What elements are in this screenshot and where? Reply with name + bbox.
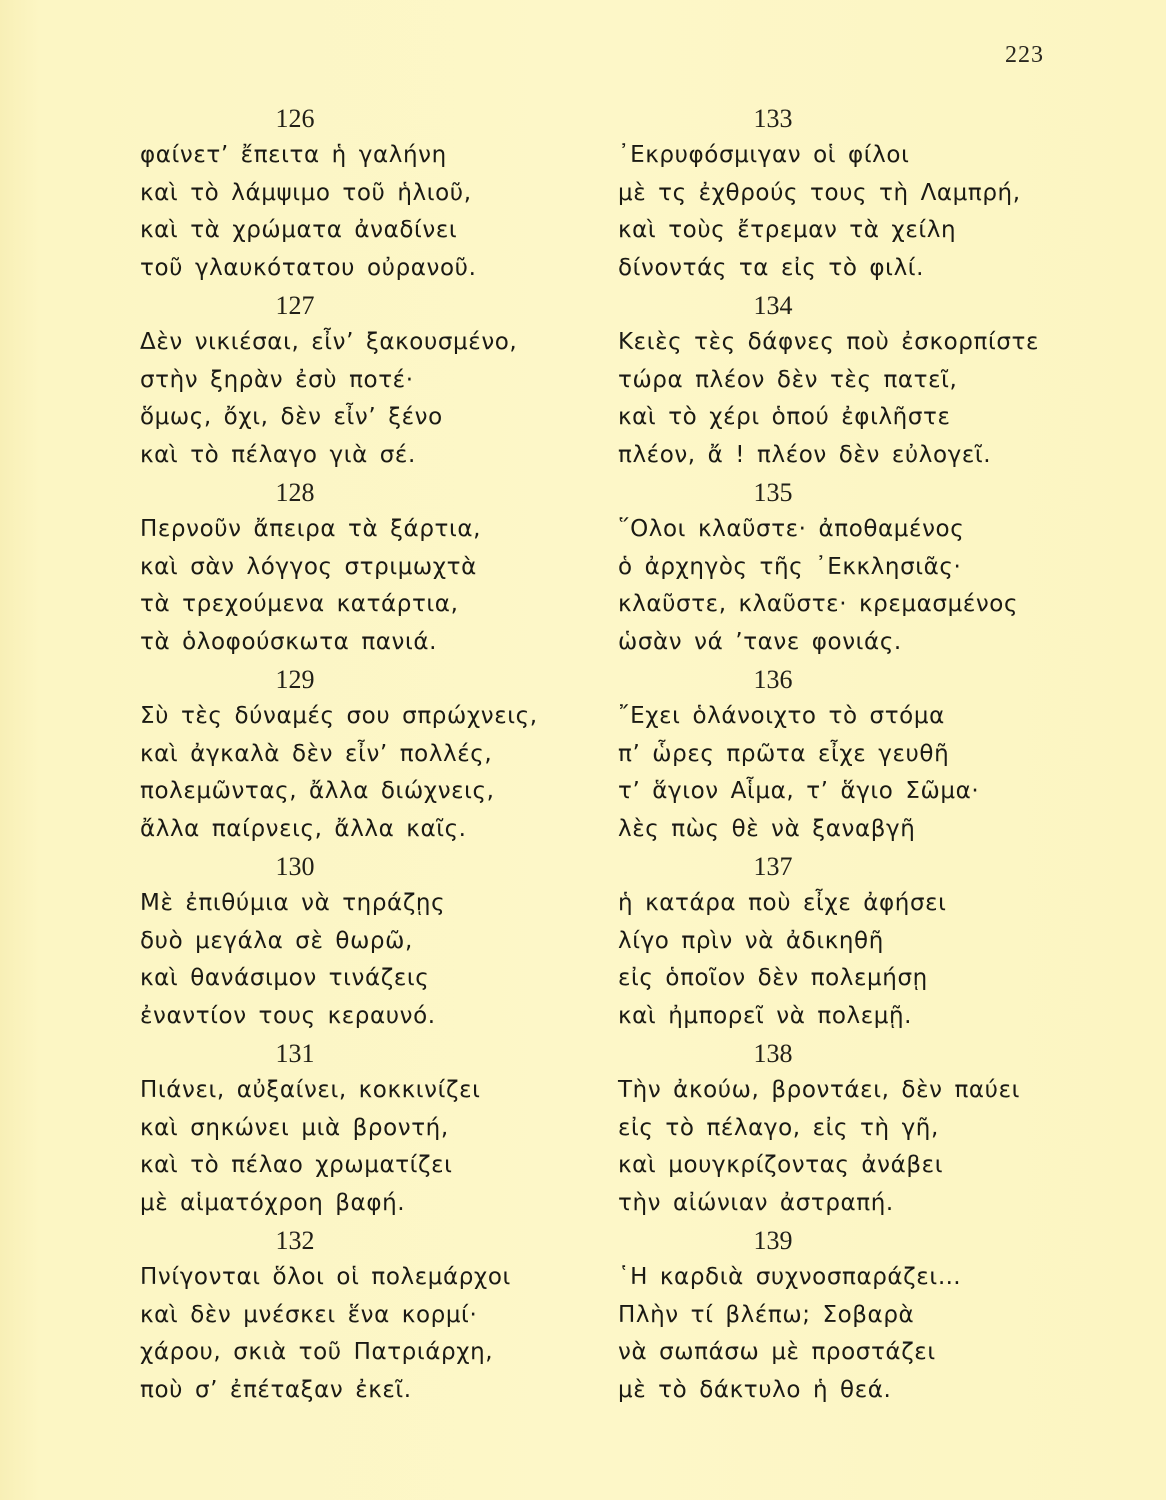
stanza [618, 661, 1058, 848]
verse-line: καὶ ἀγκαλὰ δὲν εἶν’ πολλές, [140, 740, 493, 767]
stanza-number: 136 [753, 665, 793, 694]
verse-line: Κειὲς τὲς δάφνες ποὺ ἐσκορπίστε [618, 329, 1039, 355]
verse-line: εἰς τὸ πέλαγο, εἰς τὴ γῆ, [618, 1114, 939, 1141]
verse-line: πολεμῶντας, ἄλλα διώχνεις, [140, 778, 495, 804]
verse-line: καὶ ἠμπορεῖ νὰ πολεμῇ. [618, 1002, 913, 1029]
stanza [140, 848, 580, 1035]
stanza-number: 128 [275, 478, 315, 507]
verse-line: καὶ τὰ χρώματα ἀναδίνει [140, 217, 458, 243]
verse-line: δίνοντάς τα εἰς τὸ φιλί. [618, 254, 925, 281]
verse-line: Πνίγονται ὅλοι οἱ πολεμάρχοι [140, 1264, 511, 1290]
verse-line: Δὲν νικιέσαι, εἶν’ ξακουσμένο, [140, 329, 518, 355]
stanza [618, 1035, 1058, 1222]
stanza [618, 287, 1058, 474]
stanza-number: 126 [275, 104, 315, 133]
stanza [140, 100, 580, 287]
stanza-number: 127 [275, 291, 315, 320]
verse-line: Τὴν ἀκούω, βροντάει, δὲν παύει [618, 1077, 1020, 1103]
stanza [140, 474, 580, 661]
verse-line: ἄλλα παίρνεις, ἄλλα καῖς. [140, 815, 467, 842]
verse-line: καὶ τὸ χέρι ὁπού ἐφιλῆστε [618, 404, 951, 430]
verse-line: μὲ αἱματόχροη βαφή. [140, 1189, 406, 1216]
verse-line: Περνοῦν ἄπειρα τὰ ξάρτια, [140, 516, 482, 542]
verse-line: καὶ θανάσιμον τινάζεις [140, 965, 430, 991]
verse-line: φαίνετ’ ἔπειτα ἡ γαλήνη [140, 142, 447, 168]
stanza-number: 134 [753, 291, 793, 320]
stanza-number: 131 [275, 1039, 315, 1068]
verse-line: καὶ τὸ πέλαο χρωματίζει [140, 1152, 453, 1178]
stanza-number: 135 [753, 478, 793, 507]
verse-line: ῞Ολοι κλαῦστε· ἀποθαμένος [618, 516, 965, 542]
verse-line: Πλὴν τί βλέπω; Σοβαρὰ [618, 1301, 915, 1328]
verse-line: δυὸ μεγάλα σὲ θωρῶ, [140, 927, 413, 954]
stanza-number: 130 [275, 852, 315, 881]
verse-line: ἐναντίον τους κεραυνό. [140, 1002, 436, 1029]
verse-line: Μὲ ἐπιθύμια νὰ τηράζῃς [140, 890, 446, 916]
verse-line: τὴν αἰώνιαν ἀστραπή. [618, 1189, 894, 1216]
verse-line: κλαῦστε, κλαῦστε· κρεμασμένος [618, 591, 1019, 617]
verse-line: στὴν ξηρὰν ἐσὺ ποτέ· [140, 366, 414, 393]
right-column [618, 100, 1058, 1409]
verse-line: Πιάνει, αὐξαίνει, κοκκινίζει [140, 1077, 481, 1103]
stanza [618, 848, 1058, 1035]
verse-line: ᾿Εκρυφόσμιγαν οἱ φίλοι [618, 142, 910, 168]
verse-line: ὅμως, ὄχι, δὲν εἶν’ ξένο [140, 404, 443, 430]
stanza-number: 132 [275, 1226, 315, 1255]
verse-line: ῾Η καρδιὰ συχνοσπαράζει… [618, 1264, 962, 1290]
verse-line: π’ ὧρες πρῶτα εἶχε γευθῆ [618, 740, 950, 767]
stanza-number: 133 [753, 104, 793, 133]
verse-line: νὰ σωπάσω μὲ προστάζει [618, 1339, 936, 1365]
verse-line: τώρα πλέον δὲν τὲς πατεῖ, [618, 366, 958, 393]
stanza-number: 139 [753, 1226, 793, 1255]
verse-line: Σὺ τὲς δύναμές σου σπρώχνεις, [140, 703, 538, 729]
verse-line: καὶ μουγκρίζοντας ἀνάβει [618, 1152, 944, 1178]
verse-line: μὲ τς ἐχθρούς τους τὴ Λαμπρή, [618, 179, 1021, 206]
verse-line: εἰς ὁποῖον δὲν πολεμήσῃ [618, 965, 928, 991]
stanza [140, 1222, 580, 1409]
stanza-number: 129 [275, 665, 315, 694]
verse-line: καὶ τοὺς ἔτρεμαν τὰ χείλη [618, 217, 957, 243]
verse-line: ποὺ σ’ ἐπέταξαν ἐκεῖ. [140, 1376, 412, 1403]
verse-line: πλέον, ἄ ! πλέον δὲν εὐλογεῖ. [618, 441, 992, 468]
verse-line: ὁ ἀρχηγὸς τῆς ᾿Εκκλησιᾶς· [618, 553, 962, 580]
stanza [618, 100, 1058, 287]
verse-line: λὲς πὼς θὲ νὰ ξαναβγῆ [618, 815, 916, 842]
verse-line: χάρου, σκιὰ τοῦ Πατριάρχη, [140, 1339, 494, 1365]
stanza-number: 137 [753, 852, 793, 881]
stanza [140, 661, 580, 848]
left-column [140, 100, 580, 1409]
verse-line: καὶ δὲν μνέσκει ἕνα κορμί· [140, 1301, 478, 1328]
verse-line: ῎Εχει ὁλάνοιχτο τὸ στόμα [618, 703, 945, 729]
stanza [140, 1035, 580, 1222]
verse-line: καὶ τὸ λάμψιμο τοῦ ἡλιοῦ, [140, 179, 472, 206]
stanza [618, 474, 1058, 661]
stanza [618, 1222, 1058, 1409]
verse-line: καὶ τὸ πέλαγο γιὰ σέ. [140, 441, 416, 468]
verse-line: τὰ ὁλοφούσκωτα πανιά. [140, 628, 438, 655]
verse-line: ἡ κατάρα ποὺ εἶχε ἀφήσει [618, 890, 947, 916]
page-number: 223 [1005, 42, 1044, 68]
verse-line: καὶ σηκώνει μιὰ βροντή, [140, 1114, 449, 1141]
stanza [140, 287, 580, 474]
verse-line: καὶ σὰν λόγγος στριμωχτὰ [140, 553, 477, 580]
verse-line: μὲ τὸ δάκτυλο ἡ θεά. [618, 1376, 892, 1403]
verse-line: τοῦ γλαυκότατου οὐρανοῦ. [140, 254, 477, 281]
verse-line: τ’ ἅγιον Αἷμα, τ’ ἅγιο Σῶμα· [618, 778, 980, 804]
verse-line: ὡσὰν νά ’τανε φονιάς. [618, 628, 902, 655]
verse-line: λίγο πρὶν νὰ ἀδικηθῆ [618, 927, 884, 954]
verse-line: τὰ τρεχούμενα κατάρτια, [140, 591, 459, 617]
stanza-number: 138 [753, 1039, 793, 1068]
